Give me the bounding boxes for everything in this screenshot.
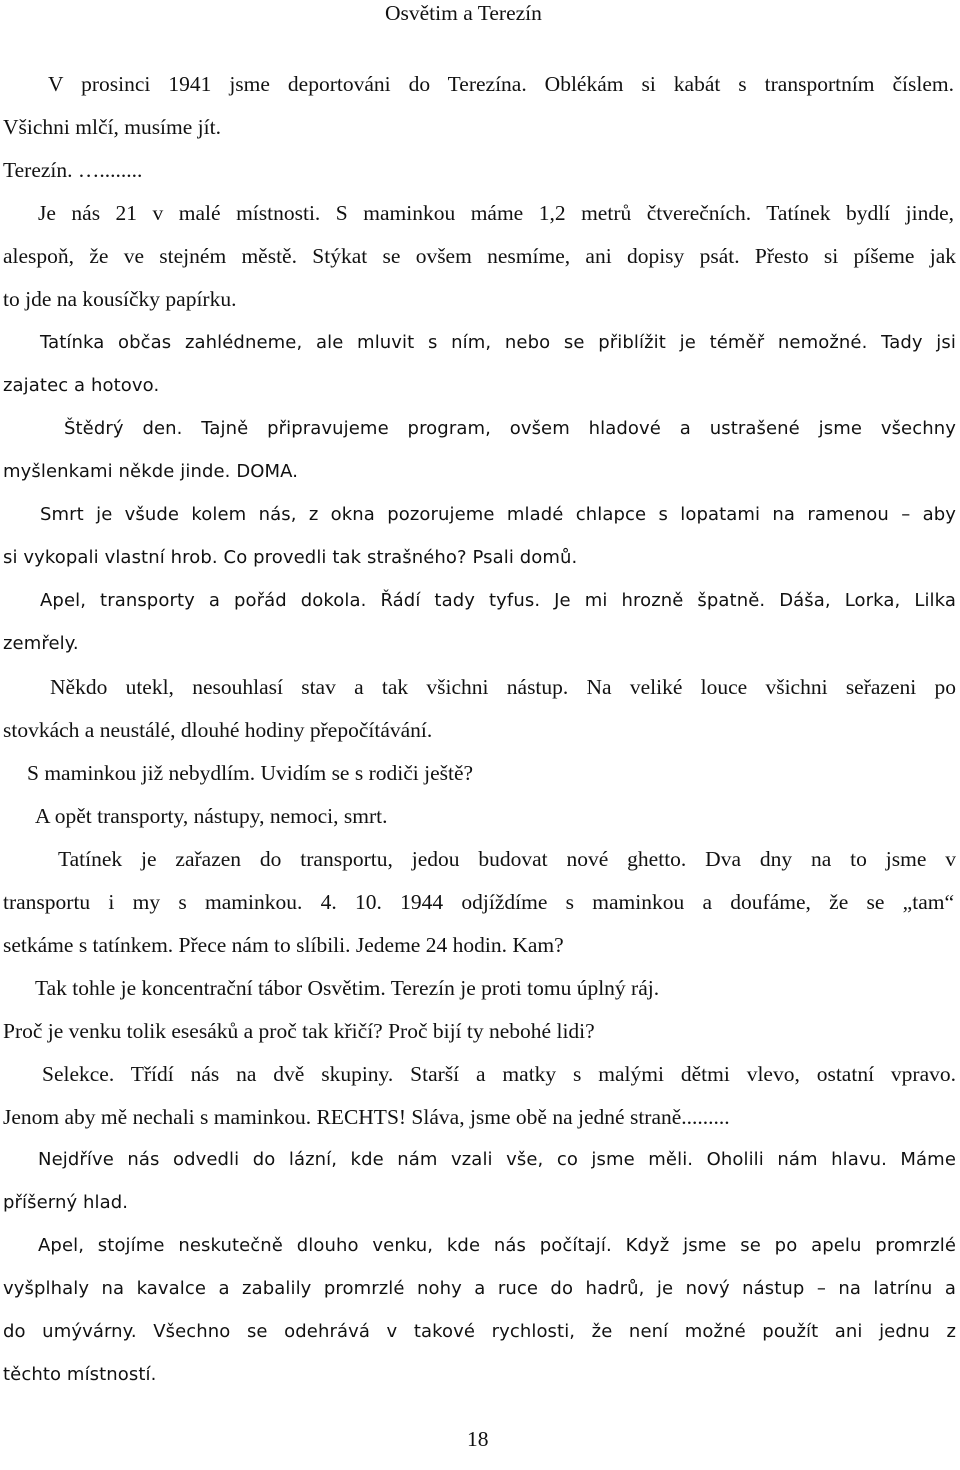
paragraph-line: těchto místností. [3, 1364, 157, 1385]
paragraph-line: Někdo utekl, nesouhlasí stav a tak všichni nástup. Na veliké louce všichni seřazeni po [50, 675, 956, 699]
paragraph-line: vyšplhaly na kavalce a zabalily promrzlé nohy a ruce do hadrů, je nový nástup – na latrínu a [3, 1278, 956, 1299]
paragraph-line: zemřely. [3, 633, 79, 654]
paragraph-line: si vykopali vlastní hrob. Co provedli tak strašného? Psali domů. [3, 547, 578, 568]
paragraph-line: A opět transporty, nástupy, nemoci, smrt. [35, 804, 388, 828]
paragraph-line: Apel, stojíme neskutečně dlouho venku, kde nás počítají. Když jsme se po apelu promrzlé [38, 1235, 956, 1256]
paragraph-line: transportu i my s maminkou. 4. 10. 1944 odjíždíme s maminkou a doufáme, že se „tam“ [3, 890, 954, 914]
paragraph-line: Smrt je všude kolem nás, z okna pozorujeme mladé chlapce s lopatami na ramenou – aby [40, 504, 956, 525]
page-number: 18 [467, 1427, 489, 1451]
paragraph-line: Terezín. …........ [3, 158, 143, 182]
paragraph-line: Štědrý den. Tajně připravujeme program, ovšem hladové a ustrašené jsme všechny [64, 418, 956, 439]
paragraph-line: alespoň, že ve stejném městě. Stýkat se ovšem nesmíme, ani dopisy psát. Přesto si píšeme jak [3, 244, 956, 268]
paragraph-line: V prosinci 1941 jsme deportováni do Terezína. Oblékám si kabát s transportním číslem. [48, 72, 954, 96]
paragraph-line: Jenom aby mě nechali s maminkou. RECHTS! Sláva, jsme obě na jedné straně......... [3, 1105, 730, 1129]
paragraph-line: Je nás 21 v malé místnosti. S maminkou máme 1,2 metrů čtverečních. Tatínek bydlí jinde, [38, 201, 954, 225]
paragraph-line: Všichni mlčí, musíme jít. [3, 115, 221, 139]
paragraph-line: setkáme s tatínkem. Přece nám to slíbili. Jedeme 24 hodin. Kam? [3, 933, 564, 957]
paragraph-line: Tak tohle je koncentrační tábor Osvětim. Terezín je proti tomu úplný ráj. [35, 976, 660, 1000]
paragraph-line: to jde na kousíčky papírku. [3, 287, 237, 311]
paragraph-line: Tatínka občas zahlédneme, ale mluvit s ním, nebo se přiblížit je téměř nemožné. Tady jsi [40, 332, 956, 353]
paragraph-line: příšerný hlad. [3, 1192, 129, 1213]
paragraph-line: Tatínek je zařazen do transportu, jedou budovat nové ghetto. Dva dny na to jsme v [58, 847, 956, 871]
page-title: Osvětim a Terezín [385, 1, 542, 25]
paragraph-line: Proč je venku tolik esesáků a proč tak křičí? Proč bijí ty nebohé lidi? [3, 1019, 595, 1043]
paragraph-line: Nejdříve nás odvedli do lázní, kde nám vzali vše, co jsme měli. Oholili nám hlavu. Máme [38, 1149, 956, 1170]
paragraph-line: Selekce. Třídí nás na dvě skupiny. Starší a matky s malými dětmi vlevo, ostatní vpravo. [42, 1062, 956, 1086]
paragraph-line: myšlenkami někde jinde. DOMA. [3, 461, 299, 482]
paragraph-line: S maminkou již nebydlím. Uvidím se s rodiči ještě? [27, 761, 474, 785]
paragraph-line: do umývárny. Všechno se odehrává v takové rychlosti, že není možné použít ani jednu z [3, 1321, 956, 1342]
paragraph-line: Apel, transporty a pořád dokola. Řádí tady tyfus. Je mi hrozně špatně. Dáša, Lorka, Lilka [40, 590, 956, 611]
paragraph-line: zajatec a hotovo. [3, 375, 160, 396]
paragraph-line: stovkách a neustálé, dlouhé hodiny přepočítávání. [3, 718, 433, 742]
